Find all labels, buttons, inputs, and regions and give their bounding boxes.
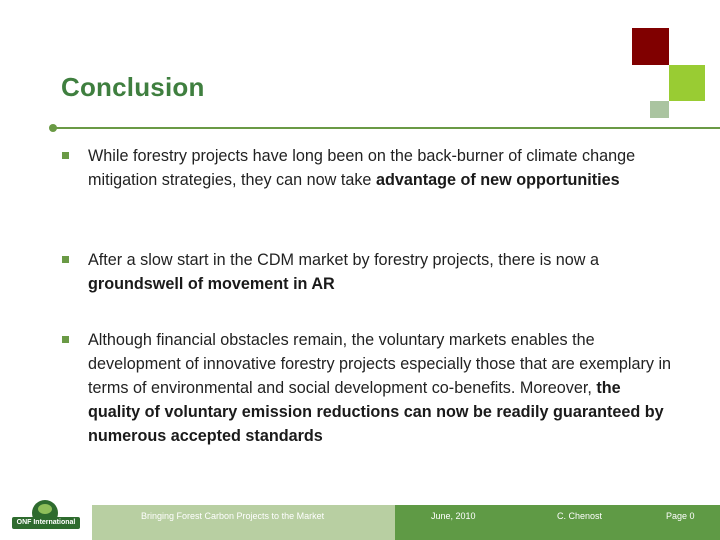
bullet-text: Although financial obstacles remain, the voluntary markets enables the development of innovative forestry projects especially those that are exemplary in terms of environmental and social development co-benefits. Moreover,	[88, 331, 672, 397]
bullet-marker-icon	[62, 336, 69, 343]
decorative-square-red	[632, 28, 669, 65]
logo-text: ONF International	[12, 517, 80, 529]
footer-author: C. Chenost	[557, 511, 603, 521]
title-divider-dot	[49, 124, 57, 132]
bullet-emphasis: groundswell of movement in AR	[88, 275, 335, 293]
slide-title: Conclusion	[61, 72, 205, 102]
bullet-item	[62, 328, 672, 448]
footer-presentation-title: Bringing Forest Carbon Projects to the Market	[141, 511, 325, 521]
bullet-item	[62, 144, 672, 192]
footer-date: June, 2010	[431, 511, 476, 521]
bullet-text: While forestry projects have long been on the back-burner of climate change mitigation strategies, they can now take	[88, 147, 636, 189]
bullet-text: After a slow start in the CDM market by forestry projects, there is now a	[88, 251, 599, 269]
bullet-emphasis: advantage of new opportunities	[375, 171, 620, 189]
bullet-marker-icon	[62, 152, 69, 159]
bullet-item	[62, 248, 672, 296]
bullet-emphasis: the quality of voluntary emission reductions can now be readily guaranteed by numerous accepted standards	[88, 379, 664, 445]
bullet-marker-icon	[62, 256, 69, 263]
decorative-square-gray	[650, 101, 669, 118]
onf-logo	[8, 500, 80, 534]
title-divider	[52, 127, 720, 129]
footer-page-number: Page 0	[666, 511, 695, 521]
decorative-square-green	[669, 65, 705, 101]
